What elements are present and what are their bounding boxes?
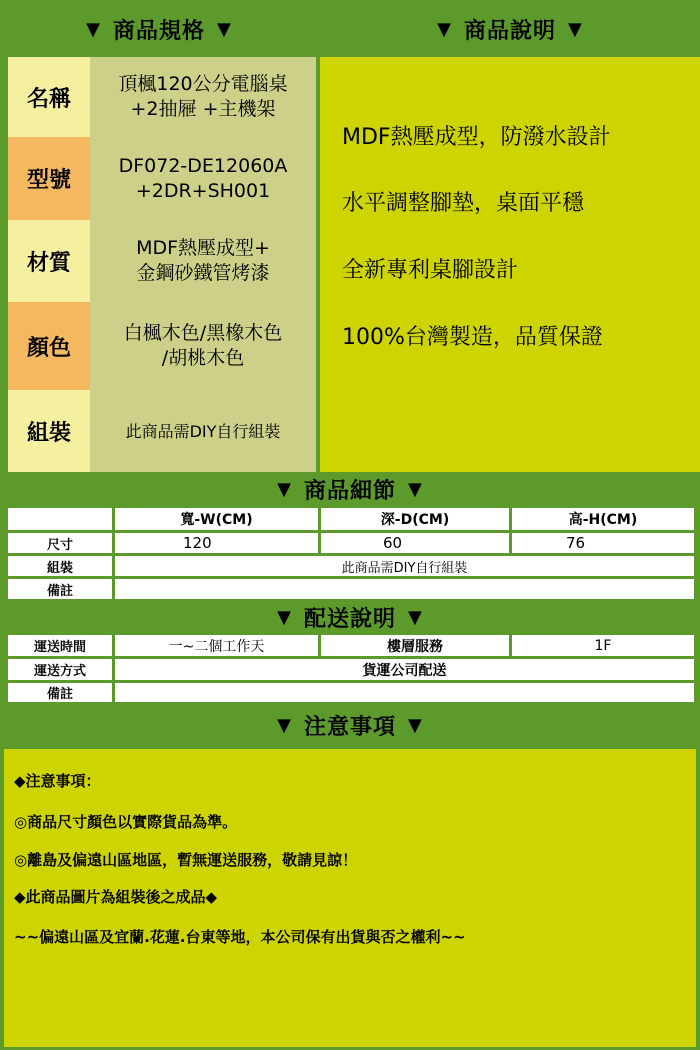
- spec-label-material: 材質: [8, 220, 90, 302]
- triangle-down-icon: ▼: [568, 18, 583, 40]
- shipping-header: [0, 602, 700, 632]
- desc-line: 水平調整腳墊，桌面平穩: [342, 191, 585, 216]
- desc-line: 全新專利桌腳設計: [342, 258, 519, 283]
- triangle-down-icon: ▼: [408, 714, 423, 736]
- details-assembly-value: 此商品需DIY自行組裝: [115, 556, 694, 576]
- spec-value-line: DF072-DE12060A: [118, 154, 288, 177]
- shipping-method-label: 運送方式: [8, 659, 112, 680]
- floor-service-value: 1F: [512, 635, 694, 656]
- triangle-down-icon: ▼: [217, 18, 232, 40]
- notice-line: ◎商品尺寸顏色以實際貨品為準。: [14, 813, 238, 831]
- spec-value-material: [90, 220, 316, 302]
- size-height-value: 76: [512, 533, 694, 553]
- triangle-down-icon: ▼: [408, 606, 423, 628]
- notice-line: ◆此商品圖片為組裝後之成品◆: [14, 888, 218, 906]
- shipping-time-value: 一~二個工作天: [115, 635, 318, 656]
- spec-value-line: +2DR+SH001: [135, 179, 271, 202]
- spec-header: [0, 4, 318, 54]
- column-header-depth: 深-D(CM): [321, 508, 509, 530]
- triangle-down-icon: ▼: [277, 714, 292, 736]
- spec-header-title: 商品規格: [112, 18, 205, 44]
- triangle-down-icon: ▼: [437, 18, 452, 40]
- details-remark-value: [115, 579, 694, 599]
- notice-line: ◆注意事項：: [14, 772, 101, 790]
- spec-value-line: 白楓木色/黑橡木色: [123, 322, 283, 344]
- triangle-down-icon: ▼: [408, 478, 423, 500]
- triangle-down-icon: ▼: [277, 478, 292, 500]
- spec-label-color: 顏色: [8, 302, 90, 390]
- column-header-width: 寬-W(CM): [115, 508, 318, 530]
- shipping-header-title: 配送說明: [303, 606, 396, 632]
- triangle-down-icon: ▼: [277, 606, 292, 628]
- spec-value-line: MDF熱壓成型+: [136, 237, 270, 259]
- shipping-method-value: 貨運公司配送: [115, 659, 694, 680]
- details-header: [0, 472, 700, 506]
- floor-service-label: 樓層服務: [321, 635, 509, 656]
- details-header-title: 商品細節: [303, 478, 396, 504]
- details-assembly-label: 組裝: [8, 556, 112, 576]
- spec-value-line: 此商品需DIY自行組裝: [125, 421, 281, 441]
- spec-label-assembly: 組裝: [8, 390, 90, 472]
- spec-label-name: 名稱: [8, 57, 90, 137]
- shipping-remark-value: [115, 683, 694, 702]
- column-header-height: 高-H(CM): [512, 508, 694, 530]
- shipping-remark-label: 備註: [8, 683, 112, 702]
- triangle-down-icon: ▼: [86, 18, 101, 40]
- notice-line: ◎離島及偏遠山區地區，暫無運送服務，敬請見諒！: [14, 851, 358, 869]
- notice-header-title: 注意事項: [303, 714, 396, 740]
- desc-line: 100%台灣製造，品質保證: [342, 325, 603, 350]
- spec-value-line: 頂楓120公分電腦桌: [118, 73, 288, 95]
- desc-line: MDF熱壓成型，防潑水設計: [342, 125, 611, 150]
- spec-value-line: +2抽屜 +主機架: [130, 98, 276, 120]
- spec-value-name: [90, 57, 316, 137]
- desc-header-title: 商品說明: [463, 18, 556, 44]
- details-corner-cell: [8, 508, 112, 530]
- spec-value-line: 金鋼砂鐵管烤漆: [136, 262, 270, 284]
- spec-value-model: [90, 137, 316, 220]
- size-label: 尺寸: [8, 533, 112, 553]
- spec-value-assembly: [90, 390, 316, 472]
- size-depth-value: 60: [321, 533, 509, 553]
- details-remark-label: 備註: [8, 579, 112, 599]
- spec-value-color: [90, 302, 316, 390]
- size-width-value: 120: [115, 533, 318, 553]
- notice-line: ~~偏遠山區及宜蘭.花蓮.台東等地，本公司保有出貨與否之權利~~: [14, 928, 466, 946]
- shipping-time-label: 運送時間: [8, 635, 112, 656]
- desc-header: [320, 4, 700, 54]
- notice-header: [0, 704, 700, 746]
- spec-value-line: /胡桃木色: [161, 347, 245, 369]
- spec-label-model: 型號: [8, 137, 90, 220]
